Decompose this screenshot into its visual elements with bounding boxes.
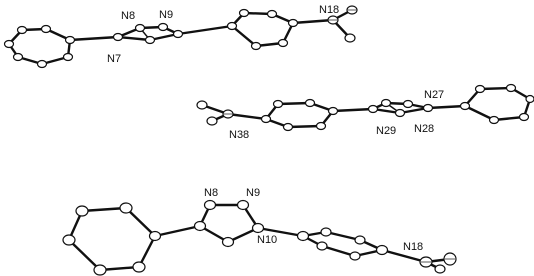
molecule-2-label-n28: N28 bbox=[414, 123, 435, 135]
molecule-1-label-n8: N8 bbox=[121, 10, 136, 22]
molecule-1-label-n7: N7 bbox=[107, 53, 122, 65]
molecule-1 bbox=[5, 4, 358, 68]
molecule-1-label-n18: N18 bbox=[319, 4, 340, 16]
molecule-1-label-n9: N9 bbox=[159, 9, 174, 21]
molecule-2-label-n38: N38 bbox=[229, 129, 250, 141]
molecule-2-label-n27: N27 bbox=[424, 89, 445, 101]
molecule-1-atoms bbox=[5, 6, 358, 68]
molecule-3-phenyl-ring bbox=[69, 208, 200, 270]
molecule-3 bbox=[63, 187, 456, 275]
molecule-3-label-n9: N9 bbox=[246, 187, 261, 199]
molecule-3-label-n18: N18 bbox=[403, 241, 424, 253]
molecule-3-label-n8: N8 bbox=[204, 187, 219, 199]
molecule-2-atoms bbox=[197, 85, 534, 131]
molecule-3-triazole-ring bbox=[200, 205, 303, 242]
molecule-2-label-n29: N29 bbox=[376, 125, 397, 137]
molecule-2 bbox=[197, 85, 534, 142]
molecule-3-label-n10: N10 bbox=[257, 234, 278, 246]
